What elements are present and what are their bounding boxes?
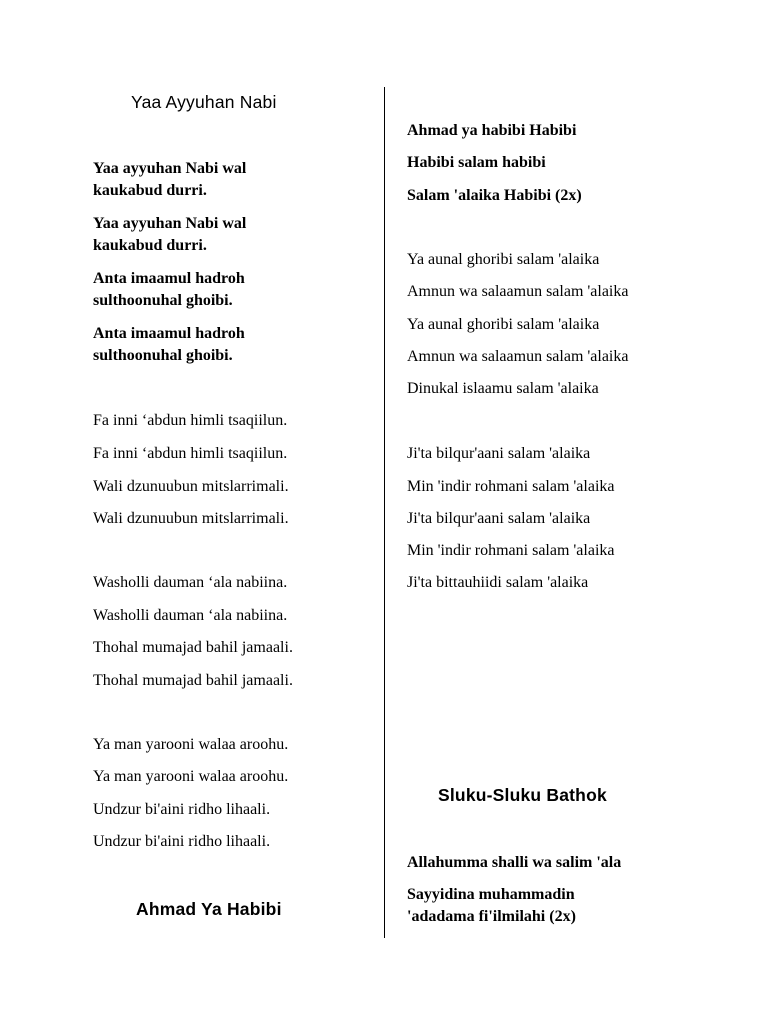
lyric-line: Yaa ayyuhan Nabi wal	[93, 215, 247, 232]
lyric-line: Undzur bi'aini ridho lihaali.	[93, 801, 271, 818]
lyric-line: kaukabud durri.	[93, 182, 207, 199]
lyric-line: 'adadama fi'ilmilahi (2x)	[407, 908, 576, 925]
lyric-line: Dinukal islaamu salam 'alaika	[407, 380, 599, 397]
lyric-line: Ji'ta bilqur'aani salam 'alaika	[407, 445, 591, 462]
lyric-line: Salam 'alaika Habibi (2x)	[407, 187, 582, 204]
lyric-line: Thohal mumajad bahil jamaali.	[93, 672, 293, 689]
lyric-line: Sayyidina muhammadin	[407, 886, 575, 903]
lyric-line: Washolli dauman ‘ala nabiina.	[93, 574, 288, 591]
lyric-line: Washolli dauman ‘ala nabiina.	[93, 607, 288, 624]
lyric-line: Undzur bi'aini ridho lihaali.	[93, 833, 271, 850]
lyric-line: sulthoonuhal ghoibi.	[93, 292, 233, 309]
lyric-line: Thohal mumajad bahil jamaali.	[93, 639, 293, 656]
lyric-line: Yaa ayyuhan Nabi wal	[93, 160, 247, 177]
song-title-ahmad-ya-habibi: Ahmad Ya Habibi	[136, 899, 282, 919]
lyric-line: Amnun wa salaamun salam 'alaika	[407, 348, 629, 365]
lyric-line: Ya aunal ghoribi salam 'alaika	[407, 251, 600, 268]
song-title-sluku-sluku-bathok: Sluku-Sluku Bathok	[438, 785, 607, 805]
lyric-line: Ya man yarooni walaa aroohu.	[93, 768, 289, 785]
lyric-line: Anta imaamul hadroh	[93, 270, 245, 287]
lyric-line: Wali dzunuubun mitslarrimali.	[93, 510, 289, 527]
lyric-line: Fa inni ‘abdun himli tsaqiilun.	[93, 445, 288, 462]
lyric-line: Habibi salam habibi	[407, 154, 546, 171]
lyric-line: Wali dzunuubun mitslarrimali.	[93, 478, 289, 495]
lyric-line: Min 'indir rohmani salam 'alaika	[407, 542, 615, 559]
lyric-line: Anta imaamul hadroh	[93, 325, 245, 342]
lyric-line: Allahumma shalli wa salim 'ala	[407, 854, 622, 871]
lyric-line: Ya aunal ghoribi salam 'alaika	[407, 316, 600, 333]
lyric-line: Fa inni ‘abdun himli tsaqiilun.	[93, 412, 288, 429]
lyric-line: Min 'indir rohmani salam 'alaika	[407, 478, 615, 495]
lyric-line: sulthoonuhal ghoibi.	[93, 347, 233, 364]
lyric-line: Ji'ta bittauhiidi salam 'alaika	[407, 574, 589, 591]
lyric-line: kaukabud durri.	[93, 237, 207, 254]
lyric-line: Ji'ta bilqur'aani salam 'alaika	[407, 510, 591, 527]
column-divider	[384, 87, 385, 938]
lyric-line: Amnun wa salaamun salam 'alaika	[407, 283, 629, 300]
lyric-line: Ahmad ya habibi Habibi	[407, 122, 577, 139]
song-title-yaa-ayyuhan-nabi: Yaa Ayyuhan Nabi	[131, 92, 277, 112]
lyric-line: Ya man yarooni walaa aroohu.	[93, 736, 289, 753]
